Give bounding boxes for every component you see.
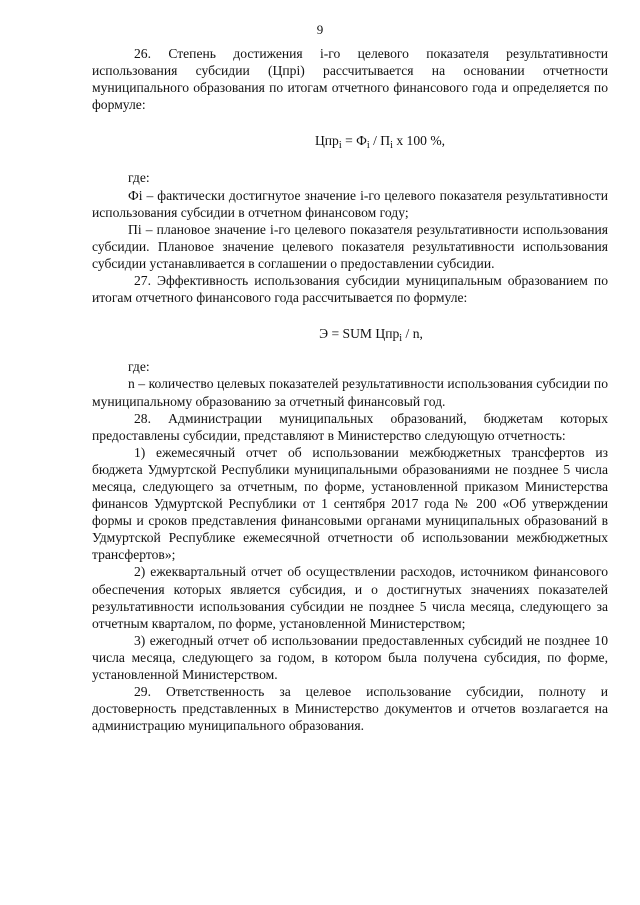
- document-body: [92, 45, 608, 734]
- formula-cpr-tail: х 100 %,: [392, 133, 446, 149]
- paragraph-27: 27. Эффективность использования субсидии муниципальным образованием по итогам отчетного финансового года рассчитывается по формуле:: [92, 273, 608, 306]
- list-item-3: 3) ежегодный отчет об использовании предоставленных субсидий не позднее 10 числа месяца, следующего за годом, в котором была получена субсидия, по форме, установленной Министерством.: [92, 632, 608, 682]
- where-label-1: где:: [128, 170, 150, 186]
- formula-cpr-phi-sub: i: [366, 140, 370, 152]
- definition-n: n – количество целевых показателей результативности использования субсидии по муниципальному образованию за отчетный финансовый год.: [92, 376, 608, 409]
- definition-pi: Пi – плановое значение i-го целевого показателя результативности использования субсидии. Плановое значение целевого показателя результативности использования субсидии устанавливается в соглашении о предоставлении субсидии.: [92, 221, 608, 271]
- formula-efficiency-lhs: Э = SUM Цпр: [319, 326, 400, 342]
- paragraph-26: 26. Степень достижения i-го целевого показателя результативности использования субсидии (Цпрi) рассчитывается на основании отчетности муниципального образования по итогам отчетного финансового года и определяется по формуле:: [92, 46, 608, 113]
- paragraph-28: 28. Администрации муниципальных образований, бюджетам которых предоставлены субсидии, представляют в Министерство следующую отчетность:: [92, 410, 608, 443]
- formula-cpr: [92, 132, 608, 151]
- formula-efficiency-sub: i: [399, 333, 403, 345]
- formula-cpr-lhs: Цпр: [314, 133, 339, 149]
- formula-cpr-lhs-sub: i: [338, 140, 342, 152]
- formula-efficiency-tail: / n,: [402, 326, 423, 342]
- formula-cpr-eq: = Ф: [341, 133, 367, 149]
- where-label-2: где:: [128, 359, 150, 375]
- page-number: 9: [316, 22, 324, 37]
- paragraph-29: 29. Ответственность за целевое использование субсидии, полноту и достоверность представленных в Министерство документов и отчетов возлагается на администрацию муниципального образования.: [92, 684, 608, 734]
- formula-efficiency: [92, 325, 608, 344]
- formula-cpr-pi-sub: i: [390, 140, 393, 152]
- list-item-2: 2) ежеквартальный отчет об осуществлении расходов, источником финансового обеспечения которых является субсидия, и о достигнутых значениях показателей результативности использования субсидии не позднее 5 числа месяца, следующего за отчетным кварталом, по форме, установленной Министерством;: [92, 564, 608, 631]
- definition-phi: Фi – фактически достигнутое значение i-го целевого показателя результативности использования субсидии в отчетном финансовом году;: [92, 187, 608, 220]
- formula-cpr-slash: / П: [369, 133, 391, 149]
- list-item-1: 1) ежемесячный отчет об использовании межбюджетных трансфертов из бюджета Удмуртской Республики муниципальными образованиями не позднее 5 числа месяца, следующего за отчетным, по форме, установленной приказом Министерства финансов Удмуртской Республики от 1 сентября 2017 года № 200 «Об утверждении формы и сроков представления финансовыми органами муниципальных образований в Удмуртской Республике ежемесячной отчетности об использовании межбюджетных трансфертов»;: [92, 444, 608, 563]
